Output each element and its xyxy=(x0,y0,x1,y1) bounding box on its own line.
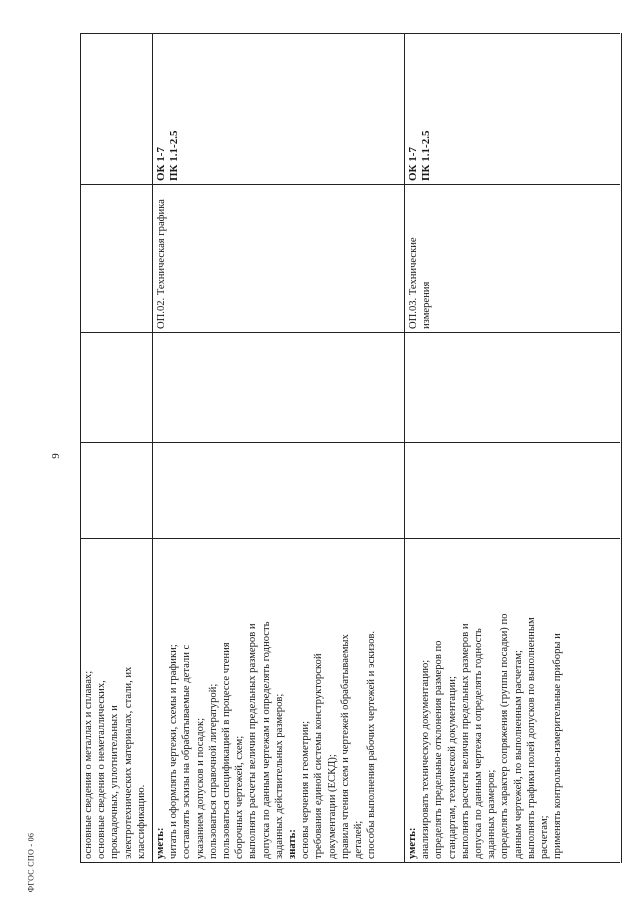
row-3-discipline xyxy=(404,185,620,333)
competency-code: ПК 1.1-2.5 xyxy=(168,130,180,181)
description-line: требования единой системы конструкторской xyxy=(313,653,325,859)
document-footer: ФГОС СПО - 06 xyxy=(26,832,36,893)
discipline-name: ОП.02. Техническая графика xyxy=(156,199,167,329)
row-1-description xyxy=(80,539,152,863)
description-line: сборочных чертежей, схем; xyxy=(234,735,246,859)
description-line: основные сведения о металлах и сплавах; xyxy=(83,670,94,859)
competency-code: ОК 1-7 xyxy=(407,147,419,181)
page-number: 9 xyxy=(50,453,62,459)
description-line: выполнять графики полей допусков по выполненным xyxy=(525,617,537,859)
discipline-name: ОП.03. Технические измерения xyxy=(408,237,433,329)
row-2-competencies xyxy=(152,34,404,185)
description-line: заданных действительных размеров; xyxy=(273,693,285,859)
competency-code: ПК 1.1-2.5 xyxy=(420,130,432,181)
rotated-table-frame xyxy=(80,33,620,863)
description-line: способы выполнения рабочих чертежей и эскизов. xyxy=(366,630,378,859)
description-line: стандартам, технической документации; xyxy=(446,676,458,859)
competency-code: ОК 1-7 xyxy=(155,147,167,181)
description-line: применять контрольно-измерительные приборы и xyxy=(552,633,564,859)
description-line: электротехнических материалах, стали, их xyxy=(122,666,134,859)
description-line: определять характер сопряжения (группы посадки) по xyxy=(499,613,511,859)
description-line: документации (ЕСКД); xyxy=(326,754,338,859)
description-lines xyxy=(406,543,564,859)
description-line: указанием допусков и посадок; xyxy=(194,717,206,859)
description-line: классификацию. xyxy=(135,784,147,859)
description-line: допуска по данным чертежа и определять годность xyxy=(473,628,485,859)
description-lines xyxy=(154,543,378,859)
description-line: читать и оформлять чертежи, схемы и графики; xyxy=(168,644,180,859)
section-heading: уметь: xyxy=(155,827,166,859)
row-3-description xyxy=(404,539,620,863)
curriculum-table xyxy=(80,33,620,863)
description-line: пользоваться спецификацией в процессе чтения xyxy=(221,642,233,859)
description-line: основные сведения о неметаллических, xyxy=(96,680,108,859)
description-line: анализировать техническую документацию; xyxy=(420,659,432,859)
section-heading: уметь: xyxy=(407,827,418,859)
description-line: данным чертежей, по выполненным расчетам; xyxy=(512,650,524,859)
description-line: деталей; xyxy=(353,820,365,859)
description-line: составлять эскизы на обрабатываемые детали с xyxy=(181,644,193,859)
section-heading: знать: xyxy=(287,829,299,859)
description-line: основы черчения и геометрии; xyxy=(300,720,312,859)
description-line: заданных размеров; xyxy=(486,769,498,859)
row-2-description xyxy=(152,539,404,863)
description-line: расчетам; xyxy=(539,815,551,859)
description-line: допуска по данным чертежам и определять годность xyxy=(260,621,272,859)
description-line: правила чтения схем и чертежей обрабатываемых xyxy=(339,634,351,859)
description-line: определять предельные отклонения размеров по xyxy=(433,640,445,859)
description-lines xyxy=(82,543,148,859)
description-line: выполнять расчеты величин предельных размеров и xyxy=(459,623,471,859)
row-2-discipline xyxy=(152,185,404,333)
description-line: выполнять расчеты величин предельных размеров и xyxy=(247,623,259,859)
row-3-competencies xyxy=(404,34,620,185)
description-line: прокладочных, уплотнительных и xyxy=(109,705,121,859)
description-line: пользоваться справочной литературой; xyxy=(207,683,219,859)
